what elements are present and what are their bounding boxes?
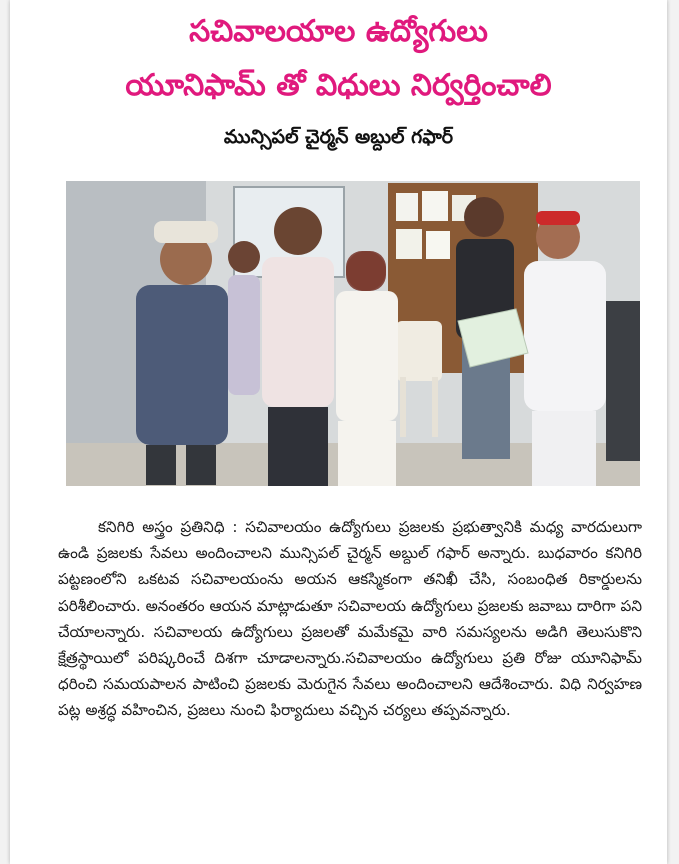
news-photo	[66, 181, 640, 486]
subheadline: మున్సిపల్ చైర్మన్ అబ్దుల్ గఫార్	[223, 126, 454, 148]
headline-line-2: యూనిఫామ్ తో విధులు నిర్వర్తించాలి	[125, 68, 552, 103]
article-body	[58, 514, 642, 724]
news-clipping	[10, 0, 667, 864]
headline-line-1: సచివాలయాల ఉద్యోగులు	[189, 14, 488, 49]
article-body-text: కనిగిరి అస్త్రం ప్రతినిధి : సచివాలయం ఉద్యోగులు ప్రజలకు ప్రభుత్వానికి మధ్య వారదులుగా ఉండి ప్రజలకు సేవలు అందించాలని మున్సిపల్ చైర్మన్ అబ్దుల్ గఫార్ అన్నారు. బుధవారం కనిగిరి పట్టణంలోని ఒకటవ సచివాలయంను అయన ఆకస్మికంగా తనిఖీ చేసి, సంబంధిత రికార్డులను పరిశీలించారు. అనంతరం ఆయన మాట్లాడుతూ సచివాలయ ఉద్యోగులు ప్రజలకు జవాబు దారిగా పని చేయాలన్నారు. సచివాలయ ఉద్యోగులు ప్రజలతో మమేకమై వారి సమస్యలను అడిగి తెలుసుకొని క్షేత్రస్థాయిలో పరిష్కరించే దిశగా చూడాలన్నారు.సచివాలయం ఉద్యోగులు ప్రతి రోజు యూనిఫామ్ ధరించి సమయపాలన పాటించి ప్రజలకు మెరుగైన సేవలు అందించాలని ఆదేశించారు. విధి నిర్వహణ పట్ల అశ్రద్ధ వహించిన, ప్రజలు నుంచి ఫిర్యాదులు వచ్చిన చర్యలు తప్పవన్నారు.	[58, 518, 642, 720]
